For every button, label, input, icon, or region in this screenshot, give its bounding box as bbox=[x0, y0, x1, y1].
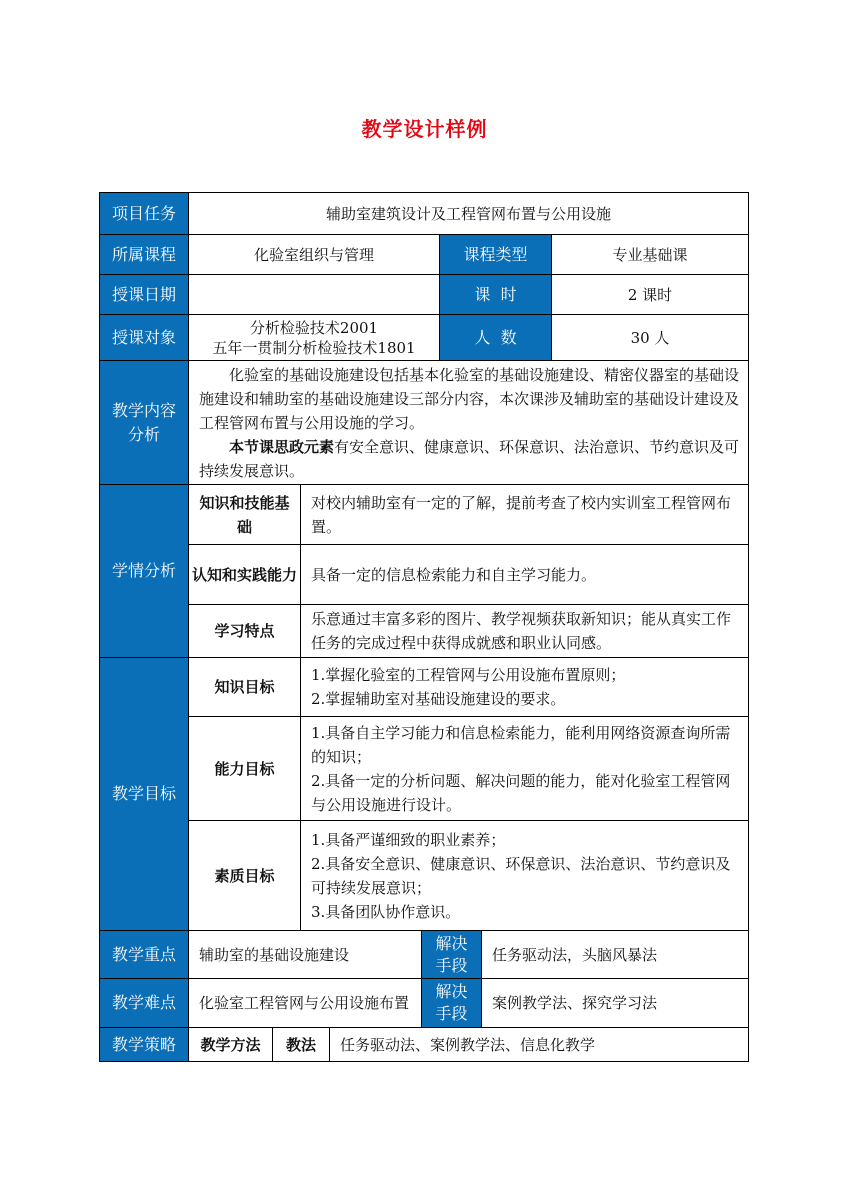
task-label: 项目任务 bbox=[99, 192, 189, 235]
teach-label: 教法 bbox=[272, 1027, 330, 1062]
learner-knowledge-label-text: 知识和技能基础 bbox=[199, 493, 290, 536]
key-solve-value: 任务驱动法，头脑风暴法 bbox=[481, 930, 749, 979]
target-value bbox=[188, 314, 440, 361]
key-solve-label-text: 解决手段 bbox=[435, 933, 468, 975]
learner-label: 学情分析 bbox=[99, 484, 189, 658]
course-label: 所属课程 bbox=[99, 234, 189, 275]
content-analysis bbox=[188, 360, 749, 485]
course-value: 化验室组织与管理 bbox=[188, 234, 440, 275]
ability-goal-text bbox=[300, 716, 749, 821]
quality-goal-line-3: 3.具备团队协作意识。 bbox=[311, 902, 461, 921]
key-value: 辅助室的基础设施建设 bbox=[188, 930, 422, 979]
difficult-value-text: 化验室工程管网与公用设施布置 bbox=[199, 994, 410, 1012]
count-label: 人 数 bbox=[439, 314, 552, 361]
knowledge-goal-text bbox=[300, 657, 749, 717]
ability-goal-line-2: 2.具备一定的分析问题、解决问题的能力，能对化验室工程管网与公用设施进行设计。 bbox=[311, 771, 731, 814]
key-solve-label bbox=[421, 930, 482, 979]
page-title: 教学设计样例 bbox=[361, 117, 488, 141]
lesson-design-table bbox=[99, 192, 749, 1062]
learner-knowledge-label bbox=[188, 484, 301, 545]
learner-cognition-label-text: 认知和实践能力 bbox=[191, 565, 297, 584]
ideology-heading: 本节课思政元素 bbox=[229, 437, 335, 456]
strategy-label: 教学策略 bbox=[99, 1027, 189, 1062]
ideology-text: 有安全意识、健康意识、环保意识、法治意识、节约意识及可持续发展意识。 bbox=[199, 437, 740, 480]
hours-label: 课 时 bbox=[439, 274, 552, 315]
date-label: 授课日期 bbox=[99, 274, 189, 315]
goals-label: 教学目标 bbox=[99, 657, 189, 931]
difficult-solve-value: 案例教学法、探究学习法 bbox=[481, 978, 749, 1028]
quality-goal-label: 素质目标 bbox=[188, 820, 301, 931]
date-value bbox=[188, 274, 440, 315]
content-paragraph: 化验室的基础设施建设包括基本化验室的基础设施建设、精密仪器室的基础设施建设和辅助室的基础设施建设三部分内容，本次课涉及辅助室的基础设计建设及工程管网布置与公用设施的学习。 bbox=[199, 365, 740, 432]
difficult-solve-label-text: 解决手段 bbox=[435, 982, 468, 1023]
knowledge-goal-line-2: 2.掌握辅助室对基础设施建设的要求。 bbox=[311, 690, 566, 708]
quality-goal-line-1: 1.具备严谨细致的职业素养； bbox=[311, 830, 506, 849]
target-label: 授课对象 bbox=[99, 314, 189, 361]
count-value: 30 人 bbox=[551, 314, 749, 361]
ability-goal-line-1: 1.具备自主学习能力和信息检索能力，能利用网络资源查询所需的知识； bbox=[311, 723, 731, 766]
learner-cognition-label bbox=[188, 544, 301, 605]
quality-goal-line-2: 2.具备安全意识、健康意识、环保意识、法治意识、节约意识及可持续发展意识； bbox=[311, 854, 731, 897]
difficult-solve-label bbox=[421, 978, 482, 1028]
knowledge-goal-label: 知识目标 bbox=[188, 657, 301, 717]
target-value-line1: 分析检验技术2001 bbox=[249, 318, 379, 337]
method-label: 教学方法 bbox=[188, 1027, 273, 1062]
learner-knowledge-text: 对校内辅助室有一定的了解，提前考查了校内实训室工程管网布置。 bbox=[300, 484, 749, 545]
target-value-line2: 五年一贯制分析检验技术1801 bbox=[212, 338, 416, 357]
course-type-label: 课程类型 bbox=[439, 234, 552, 275]
knowledge-goal-line-1: 1.掌握化验室的工程管网与公用设施布置原则； bbox=[311, 666, 626, 684]
ideology-paragraph bbox=[199, 435, 742, 483]
learner-traits-text: 乐意通过丰富多彩的图片、教学视频获取新知识；能从真实工作任务的完成过程中获得成就感和职业认同感。 bbox=[300, 604, 749, 658]
teach-value: 任务驱动法、案例教学法、信息化教学 bbox=[329, 1027, 749, 1062]
hours-value: 2 课时 bbox=[551, 274, 749, 315]
learner-traits-label: 学习特点 bbox=[188, 604, 301, 658]
difficult-label: 教学难点 bbox=[99, 978, 189, 1028]
course-type-value: 专业基础课 bbox=[551, 234, 749, 275]
key-label: 教学重点 bbox=[99, 930, 189, 979]
quality-goal-text bbox=[300, 820, 749, 931]
content-label-text: 教学内容分析 bbox=[111, 400, 176, 444]
difficult-value bbox=[188, 978, 422, 1028]
learner-cognition-text: 具备一定的信息检索能力和自主学习能力。 bbox=[300, 544, 749, 605]
ability-goal-label: 能力目标 bbox=[188, 716, 301, 821]
content-label bbox=[99, 360, 189, 485]
task-value: 辅助室建筑设计及工程管网布置与公用设施 bbox=[188, 192, 749, 235]
